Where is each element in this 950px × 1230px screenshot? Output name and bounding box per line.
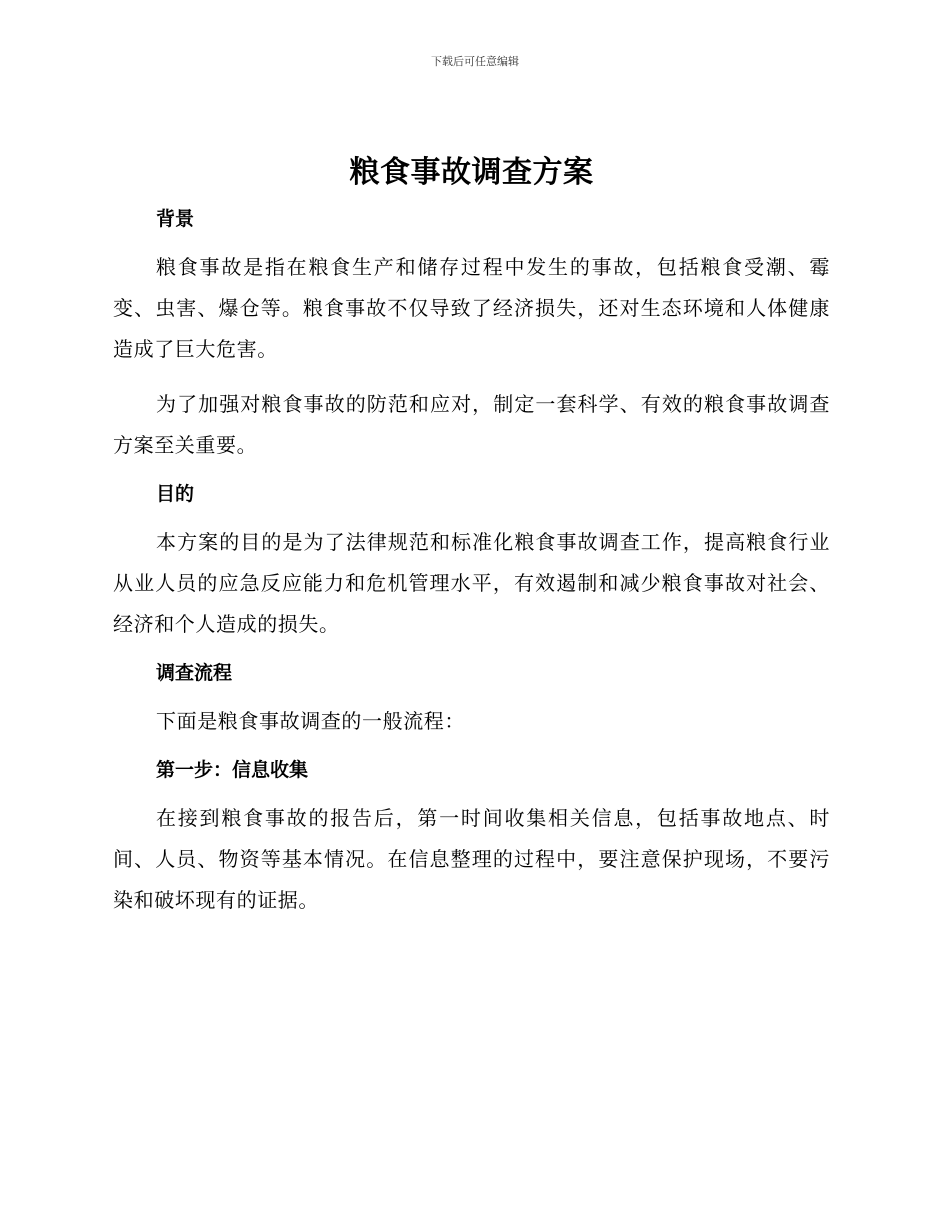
paragraph-background-2: 为了加强对粮食事故的防范和应对，制定一套科学、有效的粮食事故调查方案至关重要。	[113, 392, 830, 457]
paragraph-background-1: 粮食事故是指在粮食生产和储存过程中发生的事故，包括粮食受潮、霉变、虫害、爆仓等。粮食事故不仅导致了经济损失，还对生态环境和人体健康造成了巨大危害。	[113, 255, 830, 361]
paragraph-process-1: 下面是粮食事故调查的一般流程：	[156, 709, 465, 733]
header-note: 下载后可任意编辑	[431, 55, 519, 68]
section-heading-purpose: 目的	[156, 483, 195, 505]
paragraph-step1-1: 在接到粮食事故的报告后，第一时间收集相关信息，包括事故地点、时间、人员、物资等基本情况。在信息整理的过程中，要注意保护现场，不要污染和破坏现有的证据。	[113, 806, 830, 912]
section-heading-step1: 第一步：信息收集	[156, 759, 309, 781]
paragraph-purpose-1: 本方案的目的是为了法律规范和标准化粮食事故调查工作，提高粮食行业从业人员的应急反应能力和危机管理水平，有效遏制和减少粮食事故对社会、经济和个人造成的损失。	[113, 530, 830, 636]
section-heading-process: 调查流程	[156, 662, 233, 684]
document-body	[113, 150, 830, 921]
document-title: 粮食事故调查方案	[349, 155, 594, 190]
section-heading-background: 背景	[156, 208, 195, 230]
